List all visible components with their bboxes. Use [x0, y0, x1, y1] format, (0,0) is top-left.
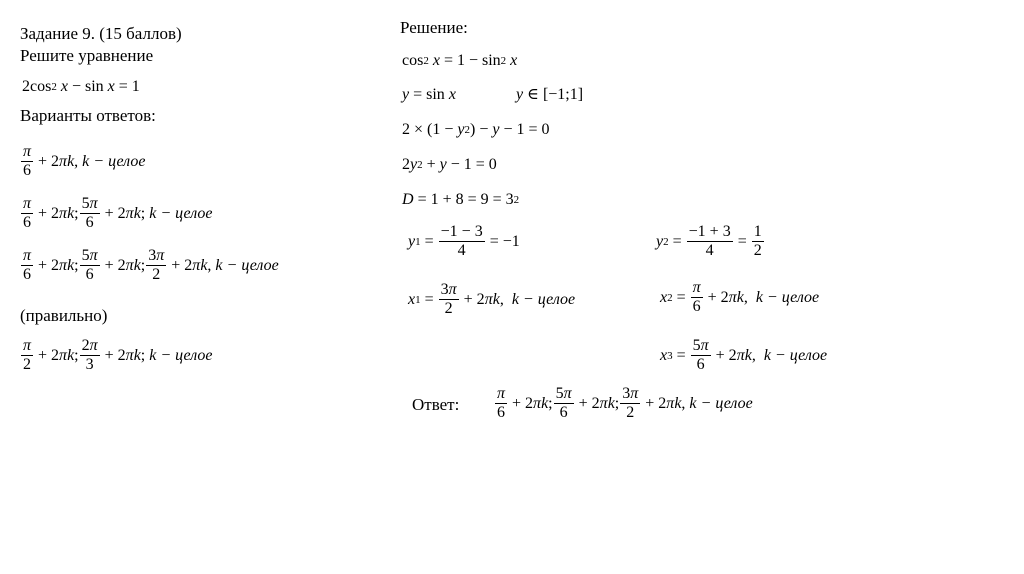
step-range: y ∈ [−1;1] — [516, 86, 584, 103]
answer-option-2: $\frac{\pi}{6}$ + 2πk; $\frac{5\pi}{6}$ + 2πk; k − целое — [23, 195, 213, 231]
answer-option-3: $\frac{\pi}{6}$ + 2πk; $\frac{5\pi}{6}$ + 2πk; $\frac{3\pi}{2}$ + 2πk, k − целое — [23, 247, 279, 283]
root-x3: x 3 = $\frac{5\pi}{6}$ + 2 πk , k − целое — [660, 337, 828, 373]
task-equation: 2cos 2 x − sin x = 1 — [22, 78, 140, 95]
step-identity: cos 2 x = 1 − sin 2 x — [402, 52, 518, 69]
task-title: Задание 9. (15 баллов) — [20, 24, 182, 43]
step-substitution: y = sin x — [402, 86, 456, 103]
root-x2: x 2 = $\frac{\pi}{6}$ + 2 πk , k − целое — [660, 279, 820, 315]
step-equation: 2 × (1 − y 2 ) − y − 1 = 0 — [402, 121, 550, 138]
final-answer: $\frac{\pi}{6}$ + 2πk; $\frac{5\pi}{6}$ + 2πk; $\frac{3\pi}{2}$ + 2πk, k − целое — [497, 385, 753, 421]
step-quadratic: 2 y 2 + y − 1 = 0 — [402, 156, 497, 173]
root-x1: x 1 = $\frac{3\pi}{2}$ + 2 πk , k − целое — [408, 281, 576, 317]
root-y2: y 2 = $\frac{-1 + 3}{4}$ = $\frac{1}{2}$ — [656, 223, 762, 259]
answer-option-4: $\frac{\pi}{2}$ + 2πk; $\frac{2\pi}{3}$ + 2πk; k − целое — [23, 337, 213, 373]
options-heading: Варианты ответов: — [20, 106, 156, 125]
task-prompt: Решите уравнение — [20, 46, 154, 65]
root-y1: y 1 = $\frac{-1 - 3}{4}$ = −1 — [408, 223, 520, 259]
solution-heading: Решение: — [400, 18, 468, 37]
answer-label: Ответ: — [412, 395, 460, 414]
step-discriminant: D = 1 + 8 = 9 = 3 2 — [402, 191, 520, 208]
answer-option-1: $\frac{\pi}{6}$ + 2πk, k − целое — [23, 143, 146, 179]
correct-note: (правильно) — [20, 306, 108, 325]
